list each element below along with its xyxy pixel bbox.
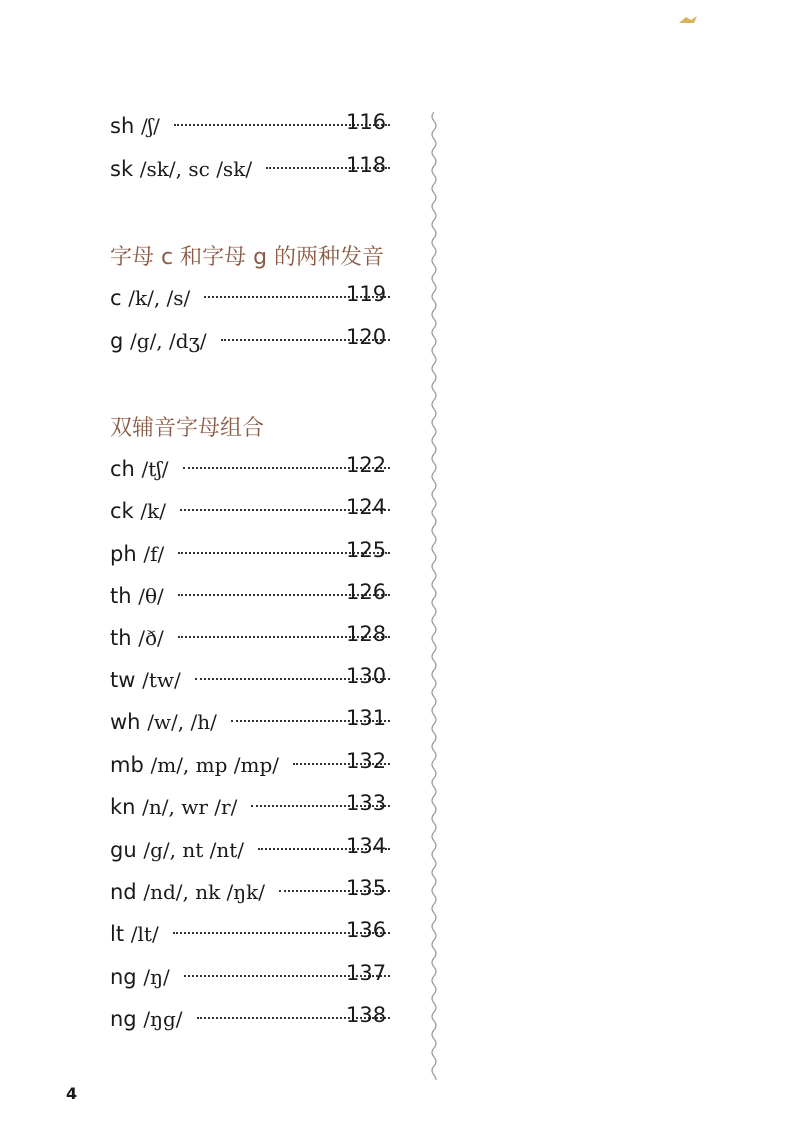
entry-label: wh /w/, /h/ <box>110 710 217 734</box>
entry-page-number: 137 <box>346 961 387 985</box>
section-heading-double-consonants: 双辅音字母组合 <box>110 416 265 441</box>
toc-entry-c[interactable] <box>110 282 410 314</box>
entry-label: lt /lt/ <box>110 922 159 946</box>
toc-entry-nd[interactable] <box>110 876 410 908</box>
toc-entry-sk[interactable] <box>110 153 410 185</box>
page-number: 4 <box>66 1084 78 1103</box>
toc-entry-th-theta[interactable] <box>110 580 410 612</box>
toc-entry-ck[interactable] <box>110 495 410 527</box>
toc-entry-wh[interactable] <box>110 706 410 738</box>
entry-label: ng /ŋg/ <box>110 1007 183 1031</box>
entry-label: nd /nd/, nk /ŋk/ <box>110 880 266 904</box>
entry-page-number: 136 <box>346 918 387 942</box>
entry-page-number: 118 <box>346 153 387 177</box>
entry-label: ch /tʃ/ <box>110 457 169 481</box>
entry-page-number: 120 <box>346 325 387 349</box>
toc-entry-gu[interactable] <box>110 834 410 866</box>
corner-ink-mark <box>678 14 698 26</box>
entry-page-number: 116 <box>346 110 387 134</box>
entry-label: tw /tw/ <box>110 668 181 692</box>
toc-entry-g[interactable] <box>110 325 410 357</box>
entry-label: gu /g/, nt /nt/ <box>110 838 244 862</box>
entry-page-number: 128 <box>346 622 387 646</box>
entry-page-number: 119 <box>346 282 387 306</box>
entry-label: th /θ/ <box>110 584 164 608</box>
toc-entry-ph[interactable] <box>110 538 410 570</box>
wavy-divider-line <box>427 112 441 1080</box>
toc-entry-tw[interactable] <box>110 664 410 696</box>
entry-page-number: 122 <box>346 453 387 477</box>
entry-label: g /g/, /dʒ/ <box>110 329 207 353</box>
entry-page-number: 126 <box>346 580 387 604</box>
entry-label: mb /m/, mp /mp/ <box>110 753 280 777</box>
toc-entry-kn[interactable] <box>110 791 410 823</box>
entry-label: th /ð/ <box>110 626 164 650</box>
entry-page-number: 125 <box>346 538 387 562</box>
entry-page-number: 132 <box>346 749 387 773</box>
entry-page-number: 133 <box>346 791 387 815</box>
entry-label: sk /sk/, sc /sk/ <box>110 157 253 181</box>
entry-page-number: 124 <box>346 495 387 519</box>
entry-label: ck /k/ <box>110 499 167 523</box>
entry-label: c /k/, /s/ <box>110 286 191 310</box>
entry-page-number: 130 <box>346 664 387 688</box>
toc-entry-ng-eng[interactable] <box>110 961 410 993</box>
toc-entry-lt[interactable] <box>110 918 410 950</box>
entry-page-number: 135 <box>346 876 387 900</box>
entry-page-number: 134 <box>346 834 387 858</box>
entry-label: ph /f/ <box>110 542 165 566</box>
toc-entry-ch[interactable] <box>110 453 410 485</box>
toc-entry-sh[interactable] <box>110 110 410 142</box>
entry-label: ng /ŋ/ <box>110 965 170 989</box>
entry-label: sh /ʃ/ <box>110 114 160 138</box>
section-heading-c-g: 字母 c 和字母 g 的两种发音 <box>110 245 385 270</box>
toc-entry-mb[interactable] <box>110 749 410 781</box>
entry-page-number: 131 <box>346 706 387 730</box>
entry-page-number: 138 <box>346 1003 387 1027</box>
toc-entry-ng-eng-g[interactable] <box>110 1003 410 1035</box>
entry-label: kn /n/, wr /r/ <box>110 795 238 819</box>
toc-entry-th-eth[interactable] <box>110 622 410 654</box>
